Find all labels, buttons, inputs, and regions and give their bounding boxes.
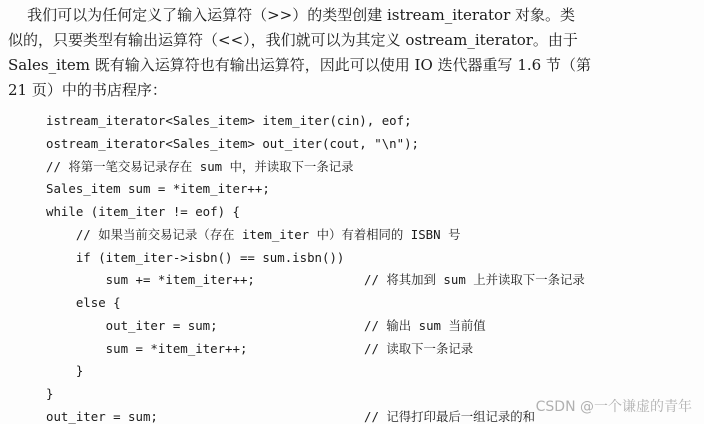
code-comment: // 记得打印最后一组记录的和 — [364, 408, 536, 424]
intro-paragraph — [8, 3, 698, 103]
code-line — [46, 360, 696, 383]
code-line — [46, 292, 696, 315]
code-text: out_iter = sum; — [46, 408, 158, 424]
code-comment: // 输出 sum 当前值 — [364, 317, 486, 333]
code-line — [46, 178, 696, 201]
paragraph-line: 我们可以为任何定义了输入运算符（>>）的类型创建 istream_iterator 对象。类 — [8, 6, 576, 24]
code-text: istream_iterator<Sales_item> item_iter(cin), eof; — [46, 113, 412, 128]
code-line — [46, 156, 696, 179]
code-text: else { — [46, 295, 121, 310]
code-text: } — [46, 363, 84, 379]
code-text: // 将第一笔交易记录存在 sum 中，并读取下一条记录 — [46, 158, 354, 174]
code-text: if (item_iter->isbn() == sum.isbn()) — [46, 249, 345, 265]
code-comment: // 读取下一条记录 — [364, 340, 474, 356]
code-line — [46, 315, 696, 338]
code-line — [46, 338, 696, 361]
code-text: Sales_item sum = *item_iter++; — [46, 181, 270, 197]
code-comment: // 将其加到 sum 上并读取下一条记录 — [364, 272, 585, 288]
code-text: // 如果当前交易记录（存在 item_iter 中）有着相同的 ISBN 号 — [46, 226, 461, 242]
paragraph-line: Sales_item 既有输入运算符也有输出运算符，因此可以使用 IO 迭代器重写 1.6 节（第 — [8, 56, 591, 74]
paragraph-line: 似的，只要类型有输出运算符（<<），我们就可以为其定义 ostream_iterator。由于 — [8, 31, 578, 49]
code-line — [46, 110, 696, 133]
code-line — [46, 224, 696, 247]
code-text: } — [46, 386, 54, 401]
code-line — [46, 247, 696, 270]
code-block — [46, 110, 696, 429]
code-text: sum += *item_iter++; — [46, 272, 255, 288]
code-text: out_iter = sum; — [46, 317, 218, 333]
paragraph-line: 21 页）中的书店程序： — [8, 81, 167, 99]
code-line — [46, 269, 696, 292]
code-text: while (item_iter != eof) { — [46, 204, 240, 219]
watermark: CSDN @一个谦虚的青年 — [535, 399, 692, 415]
code-text: ostream_iterator<Sales_item> out_iter(cout, "\n"); — [46, 135, 419, 151]
code-line — [46, 133, 696, 156]
code-line — [46, 201, 696, 224]
code-text: sum = *item_iter++; — [46, 340, 248, 356]
